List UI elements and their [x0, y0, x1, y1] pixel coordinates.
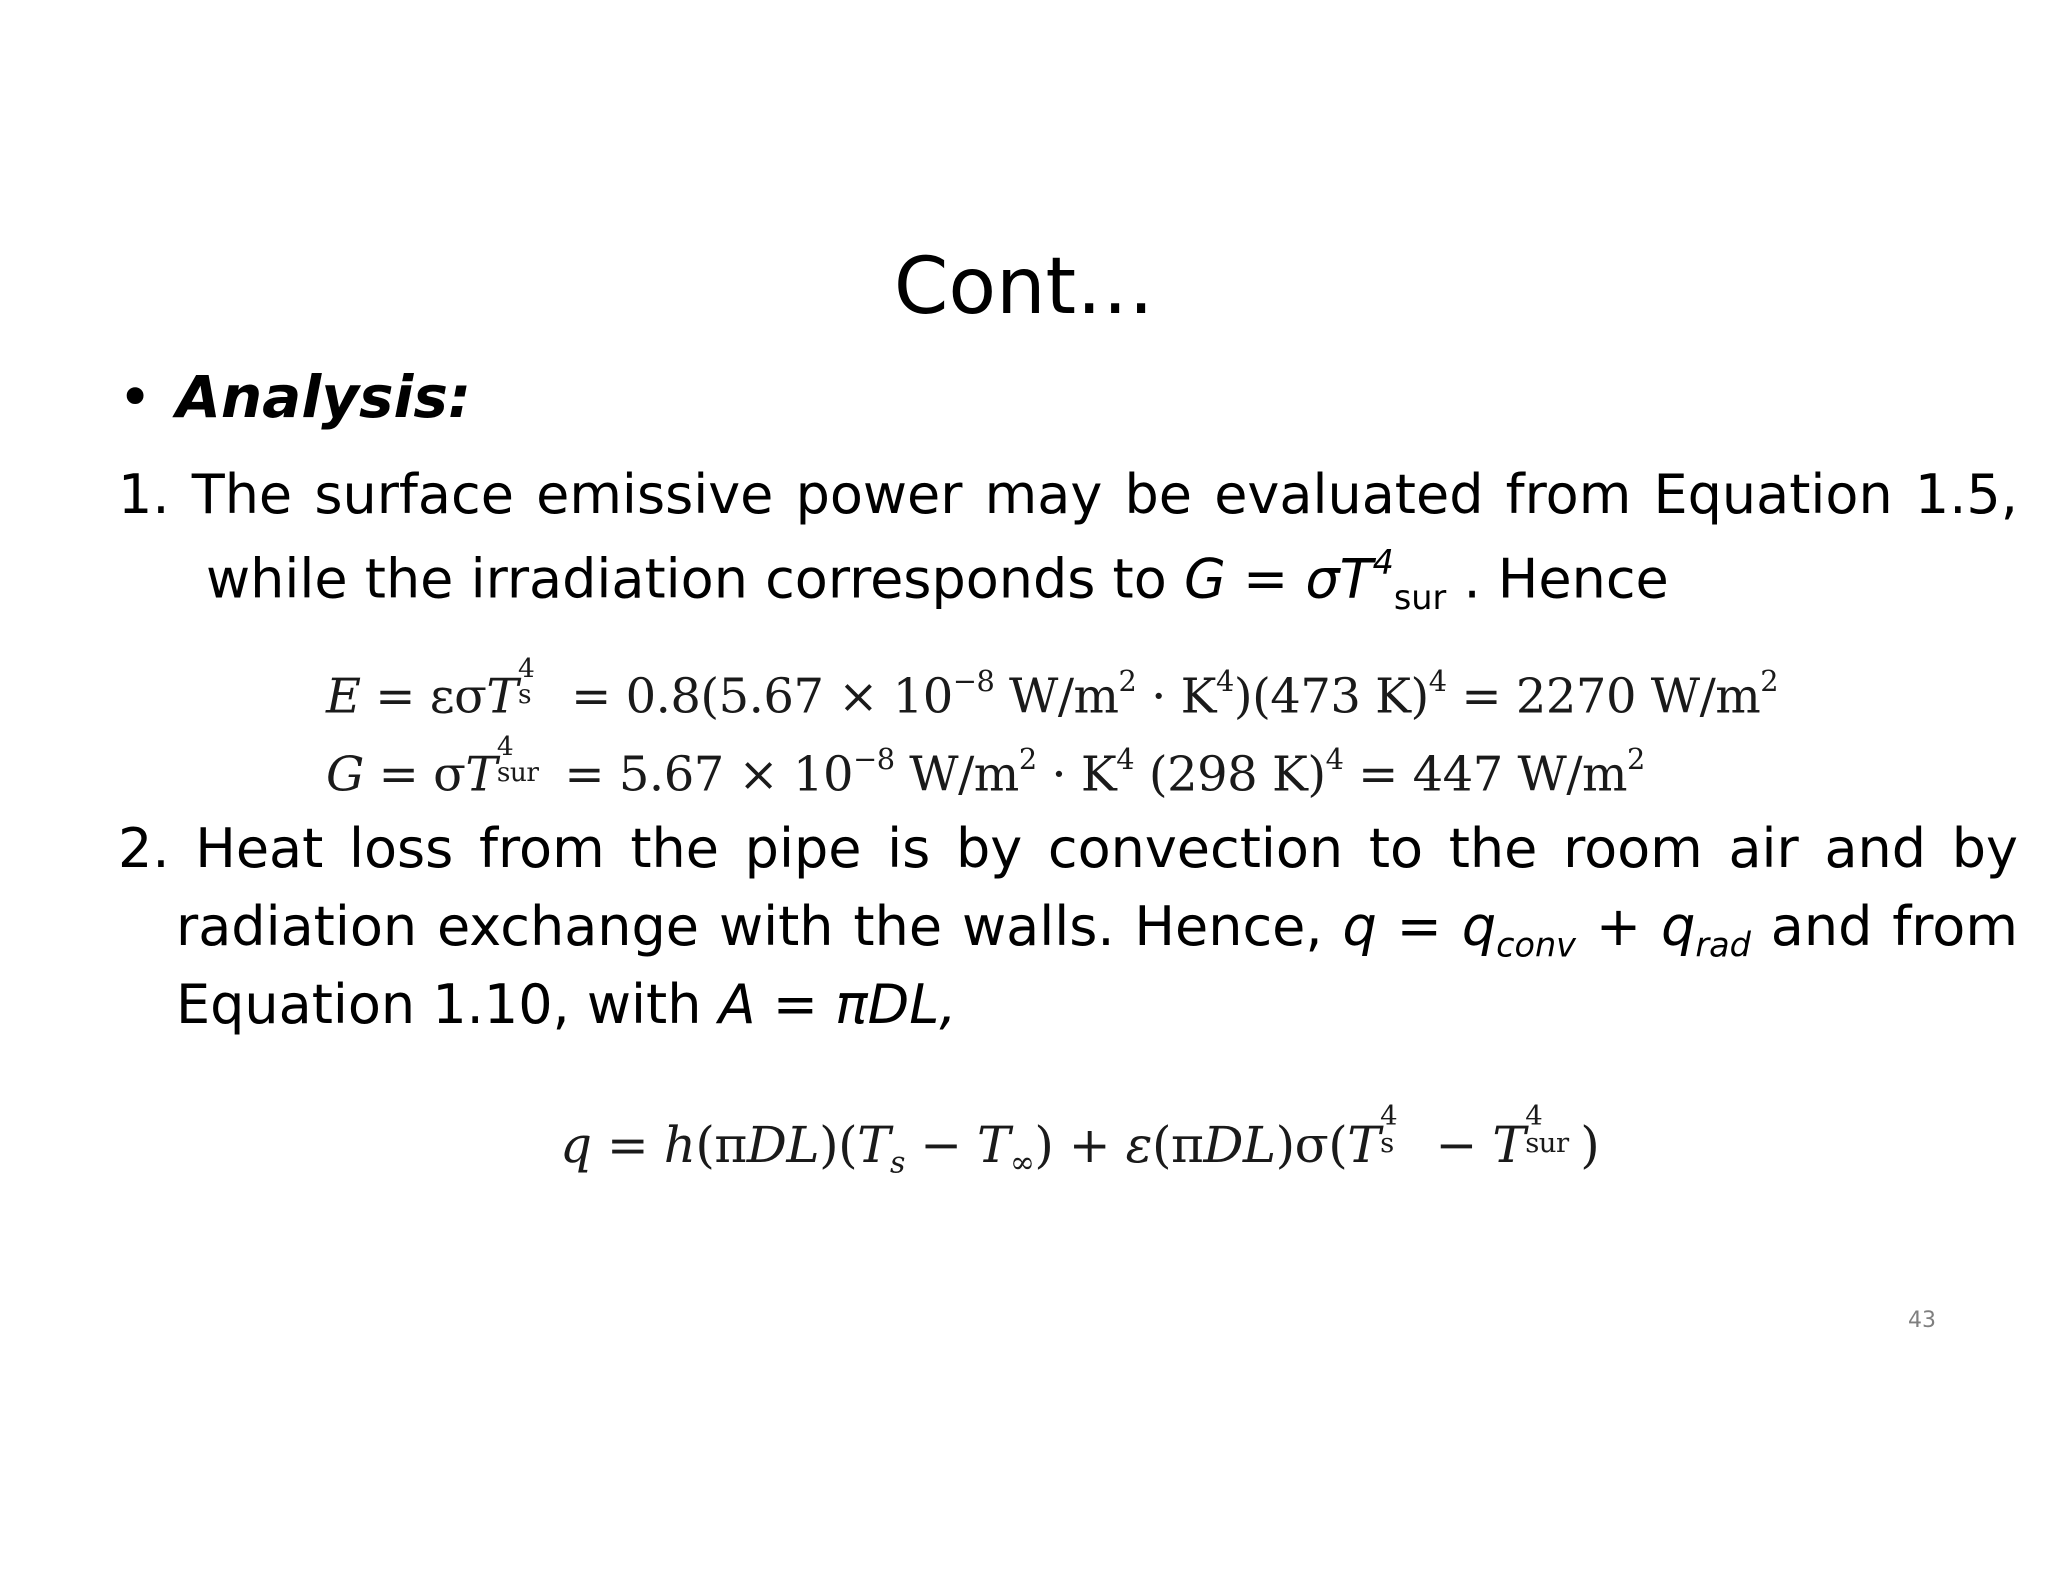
paragraph-2-line-1 — [118, 817, 2018, 880]
word: Heat — [195, 817, 324, 880]
word: loss — [349, 817, 454, 880]
page-number: 43 — [1908, 1308, 1936, 1333]
eq-symbol: T — [977, 1116, 1010, 1174]
q-symbol: q — [1342, 895, 1377, 958]
eq-superscript: 4 — [1116, 742, 1135, 776]
equals-sign: = — [1396, 895, 1442, 958]
eq-symbol: T — [486, 668, 518, 725]
eq-script — [1380, 1099, 1420, 1162]
heat-loss-equation — [560, 1099, 1600, 1181]
irradiation-subscript: sur — [1393, 578, 1447, 618]
eq-script — [517, 652, 556, 713]
eq-text: (π — [1151, 1116, 1204, 1174]
eq-superscript: −8 — [853, 742, 895, 776]
paragraph-2-line-2 — [176, 895, 2018, 965]
word: and — [1770, 895, 1873, 958]
word: Equation — [1653, 463, 1893, 526]
eq-symbol: h — [663, 1116, 696, 1174]
bullet-dot-icon: • — [118, 363, 153, 431]
q-conv-base: q — [1461, 895, 1497, 958]
q-conv — [1461, 895, 1576, 965]
irradiation-text: while the irradiation corresponds to — [206, 547, 1184, 611]
word: walls. — [961, 895, 1115, 958]
eq-symbol: T — [1347, 1116, 1381, 1174]
eq-text: ) — [1580, 1116, 1600, 1174]
eq-text: W/m — [894, 746, 1019, 803]
word: by — [955, 817, 1023, 880]
word: 1. — [118, 463, 170, 526]
word: from — [1505, 463, 1632, 526]
eq-text: = 0.8(5.67 × 10 — [556, 668, 953, 725]
eq-text: = 2270 W/m — [1446, 668, 1761, 725]
eq-text: = εσ — [360, 668, 487, 725]
eq-text: = σ — [363, 746, 466, 803]
eq-text: W/m — [994, 668, 1119, 725]
word: power — [795, 463, 963, 526]
eq-text: )(473 K) — [1233, 668, 1429, 725]
eq-text: )( — [819, 1116, 858, 1174]
eq-superscript: 4 — [517, 652, 535, 684]
eq-text: (π — [695, 1116, 747, 1174]
word: with — [718, 895, 834, 958]
eq-script — [496, 730, 550, 791]
word: convection — [1047, 817, 1344, 880]
word: Hence, — [1134, 895, 1323, 958]
eq-superscript: 4 — [1216, 664, 1234, 698]
word: 1.5, — [1914, 463, 2018, 526]
irradiation-equation — [326, 730, 1645, 803]
word: 2. — [118, 817, 170, 880]
area-formula: A = πDL, — [718, 973, 957, 1036]
eq-text: − — [904, 1116, 978, 1174]
word: to — [1368, 817, 1424, 880]
analysis-heading: Analysis: — [176, 363, 472, 431]
word: radiation — [176, 895, 418, 958]
eq-text: ) + — [1034, 1116, 1126, 1174]
eq-subscript: sur — [496, 757, 539, 789]
paragraph-2-line-3 — [176, 973, 957, 1036]
word: the — [630, 817, 719, 880]
eq-superscript: 2 — [1118, 664, 1137, 698]
eq-superscript: 4 — [1325, 742, 1344, 776]
eq-text: · K — [1136, 668, 1217, 725]
eq-subscript: s — [889, 1145, 905, 1181]
irradiation-exponent: 4 — [1372, 543, 1394, 582]
eq-script — [1525, 1099, 1580, 1162]
eq-symbol: DL — [746, 1116, 820, 1174]
word: from — [1892, 895, 2018, 958]
word: is — [887, 817, 931, 880]
emissive-power-equation — [326, 652, 1779, 725]
word: The — [191, 463, 293, 526]
q-rad-subscript: rad — [1695, 925, 1751, 965]
word: surface — [314, 463, 514, 526]
word: exchange — [437, 895, 700, 958]
eq-text: = — [591, 1116, 664, 1174]
plus-sign: + — [1595, 895, 1642, 958]
q-conv-subscript: conv — [1496, 925, 1576, 965]
eq-text: − — [1420, 1116, 1493, 1174]
eq-text: (298 K) — [1134, 746, 1326, 803]
eq-superscript: 4 — [1525, 1099, 1543, 1132]
eq-subscript: s — [1380, 1127, 1394, 1160]
q-rad — [1661, 895, 1751, 965]
paragraph-1-line-1 — [118, 463, 2018, 526]
word: and — [1824, 817, 1927, 880]
eq-text: = 447 W/m — [1343, 746, 1628, 803]
word: the — [853, 895, 943, 958]
eq-symbol: q — [560, 1116, 592, 1174]
hence-text: . Hence — [1446, 547, 1669, 611]
word: be — [1124, 463, 1193, 526]
eq-superscript: 4 — [1380, 1099, 1398, 1132]
word: pipe — [744, 817, 862, 880]
eq-subscript: ∞ — [1009, 1145, 1035, 1181]
word: air — [1728, 817, 1799, 880]
word: from — [479, 817, 605, 880]
eq-subscript: s — [517, 679, 531, 711]
eq-superscript: 2 — [1627, 742, 1645, 776]
word: the — [1448, 817, 1538, 880]
equation-reference-text: Equation 1.10, with — [176, 973, 719, 1036]
word: evaluated — [1214, 463, 1484, 526]
eq-superscript: 4 — [496, 730, 514, 762]
q-rad-base: q — [1661, 895, 1696, 958]
eq-symbol: T — [857, 1116, 890, 1174]
irradiation-formula: G = σT — [1183, 547, 1373, 611]
word: may — [984, 463, 1103, 526]
eq-superscript: −8 — [952, 664, 995, 698]
eq-symbol: E — [326, 668, 361, 725]
eq-symbol: T — [1492, 1116, 1526, 1174]
paragraph-2 — [118, 817, 2018, 1042]
eq-symbol: G — [326, 746, 364, 803]
eq-superscript: 2 — [1760, 664, 1779, 698]
word: by — [1951, 817, 2018, 880]
eq-superscript: 2 — [1018, 742, 1037, 776]
eq-text: = 5.67 × 10 — [549, 746, 854, 803]
word: room — [1563, 817, 1703, 880]
word: emissive — [536, 463, 774, 526]
eq-subscript: sur — [1525, 1127, 1569, 1160]
eq-superscript: 4 — [1428, 664, 1447, 698]
slide-title: Cont… — [893, 242, 1155, 332]
eq-symbol: DL — [1203, 1116, 1276, 1174]
paragraph-1-line-2 — [206, 543, 1669, 618]
eq-symbol: T — [465, 746, 497, 803]
eq-text: )σ( — [1275, 1116, 1348, 1174]
eq-symbol: ε — [1125, 1116, 1152, 1174]
eq-text: · K — [1036, 746, 1117, 803]
